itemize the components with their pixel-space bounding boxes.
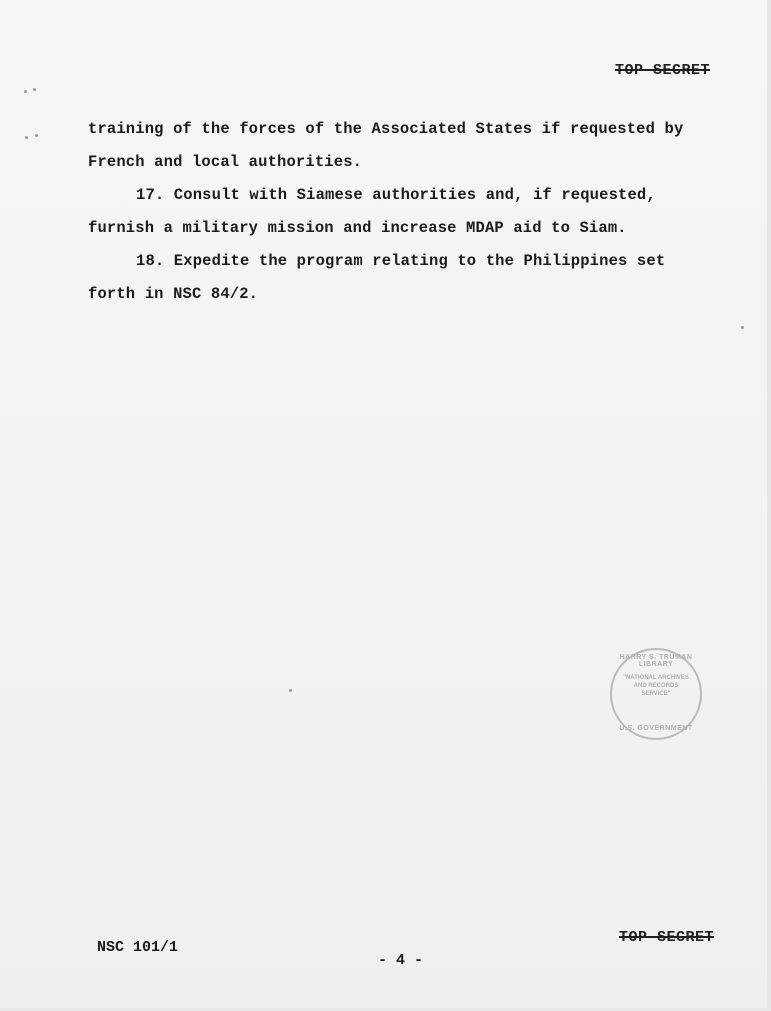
body-text: [88, 113, 708, 311]
body-line: French and local authorities.: [88, 153, 363, 171]
paragraph-17: 17. Consult with Siamese authorities and, if requested,: [136, 186, 656, 204]
body-line: training of the forces of the Associated States if requested by: [88, 120, 684, 138]
punch-mark: [24, 90, 27, 93]
punch-mark: [35, 134, 38, 137]
stamp-inner: "NATIONAL ARCHIVES AND RECORDS SERVICE": [623, 675, 689, 697]
document-id: NSC 101/1: [97, 939, 179, 956]
paragraph-18: 18. Expedite the program relating to the Philippines set: [136, 252, 666, 270]
classification-footer: TOP SECRET: [619, 929, 715, 946]
punch-mark: [25, 136, 28, 139]
stamp-outer-top: HARRY S. TRUMAN LIBRARY: [619, 654, 693, 668]
archive-stamp: [610, 648, 702, 740]
stamp-outer-bottom: U.S. GOVERNMENT: [619, 725, 693, 732]
speck: [289, 689, 292, 692]
body-line: forth in NSC 84/2.: [88, 285, 259, 303]
page-number: - 4 -: [378, 952, 424, 969]
classification-header: TOP SECRET: [615, 62, 711, 79]
body-line: furnish a military mission and increase MDAP aid to Siam.: [88, 219, 627, 237]
speck: [741, 326, 744, 329]
punch-mark: [33, 88, 36, 91]
page-edge-right: [767, 0, 771, 1011]
